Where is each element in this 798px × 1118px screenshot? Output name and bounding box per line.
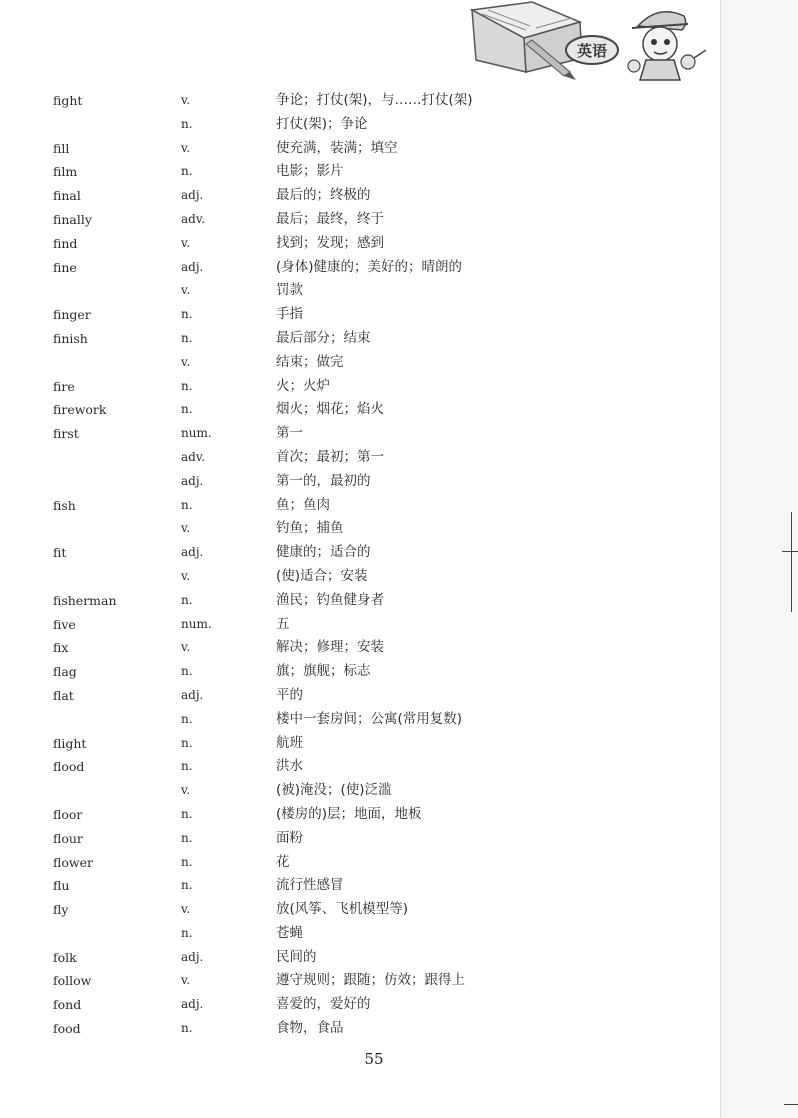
vocab-entry (0, 827, 720, 851)
entry-word: firework (53, 402, 107, 418)
entry-word: fix (53, 640, 69, 656)
entry-definition: 第一的，最初的 (276, 472, 371, 489)
book-and-cartoon-icon (462, 0, 712, 84)
entry-part-of-speech: v. (181, 235, 191, 250)
entry-word: follow (53, 973, 92, 989)
entry-definition: 最后部分；结束 (276, 329, 371, 346)
entry-part-of-speech: n. (181, 878, 193, 893)
entry-part-of-speech: v. (181, 283, 191, 298)
vocab-entry (0, 732, 720, 756)
vocab-entry (0, 351, 720, 375)
entry-definition: 打仗(架)；争论 (276, 115, 368, 132)
vocab-entry (0, 541, 720, 565)
entry-part-of-speech: n. (181, 378, 193, 393)
entry-definition: 苍蝇 (276, 924, 303, 941)
page-edge-strip (720, 0, 798, 1118)
vocab-entry (0, 684, 720, 708)
entry-part-of-speech: n. (181, 402, 193, 417)
entry-part-of-speech: adj. (181, 259, 204, 274)
entry-word: fisherman (53, 592, 117, 608)
entry-part-of-speech: adv. (181, 449, 206, 464)
entry-definition: 结束；做完 (276, 353, 344, 370)
entry-definition: 找到；发现；感到 (276, 234, 384, 251)
entry-word: flour (53, 830, 83, 846)
entry-definition: 航班 (276, 734, 303, 751)
entry-definition: (使)适合；安装 (276, 567, 368, 584)
entry-part-of-speech: n. (181, 592, 193, 607)
vocab-entry (0, 375, 720, 399)
entry-word: flight (53, 735, 87, 751)
entry-definition: 争论；打仗(架)，与……打仗(架) (276, 92, 473, 108)
vocab-entry (0, 946, 720, 970)
vocabulary-list (0, 89, 720, 1041)
entry-part-of-speech: v. (181, 568, 191, 583)
vocab-entry (0, 446, 720, 470)
entry-definition: 渔民；钓鱼健身者 (276, 591, 384, 608)
vocab-entry (0, 803, 720, 827)
entry-definition: 流行性感冒 (276, 877, 344, 894)
entry-definition: 手指 (276, 306, 303, 323)
entry-definition: 火；火炉 (276, 377, 330, 394)
entry-definition: 民间的 (276, 948, 317, 965)
entry-part-of-speech: v. (181, 973, 191, 988)
vocab-entry (0, 279, 720, 303)
entry-part-of-speech: v. (181, 640, 191, 655)
vocab-entry (0, 922, 720, 946)
entry-part-of-speech: n. (181, 497, 193, 512)
entry-word: finger (53, 307, 91, 323)
vocab-entry (0, 422, 720, 446)
entry-word: finish (53, 330, 88, 346)
entry-word: folk (53, 949, 77, 965)
entry-part-of-speech: adj. (181, 473, 204, 488)
vocab-entry (0, 874, 720, 898)
entry-definition: 电影；影片 (276, 163, 344, 180)
entry-part-of-speech: n. (181, 664, 193, 679)
vocab-entry (0, 184, 720, 208)
header-illustration (462, 0, 712, 84)
vocab-entry (0, 993, 720, 1017)
entry-part-of-speech: v. (181, 354, 191, 369)
entry-definition: 钓鱼；捕鱼 (276, 520, 344, 537)
entry-part-of-speech: adj. (181, 687, 204, 702)
vocab-entry (0, 327, 720, 351)
entry-definition: 健康的；适合的 (276, 544, 371, 561)
entry-part-of-speech: n. (181, 925, 193, 940)
entry-definition: 洪水 (276, 758, 303, 775)
entry-word: floor (53, 806, 83, 822)
vocab-entry (0, 898, 720, 922)
entry-part-of-speech: n. (181, 735, 193, 750)
entry-part-of-speech: num. (181, 426, 212, 441)
entry-word: flood (53, 759, 85, 775)
entry-word: film (53, 164, 78, 180)
vocab-entry (0, 969, 720, 993)
entry-definition: 遵守规则；跟随；仿效；跟得上 (276, 972, 465, 989)
vocab-entry (0, 755, 720, 779)
entry-part-of-speech: n. (181, 830, 193, 845)
entry-word: fire (53, 378, 75, 394)
entry-part-of-speech: v. (181, 902, 191, 917)
entry-part-of-speech: num. (181, 616, 212, 631)
entry-word: find (53, 235, 78, 251)
entry-definition: 放(风筝、飞机模型等) (276, 901, 409, 918)
entry-definition: 面粉 (276, 829, 303, 846)
entry-part-of-speech: adj. (181, 997, 204, 1012)
entry-part-of-speech: n. (181, 711, 193, 726)
entry-part-of-speech: v. (181, 521, 191, 536)
entry-definition: 使充满，装满；填空 (276, 139, 398, 156)
entry-definition: 五 (276, 615, 290, 632)
vocab-entry (0, 137, 720, 161)
entry-part-of-speech: n. (181, 307, 193, 322)
entry-part-of-speech: adj. (181, 949, 204, 964)
vocab-entry (0, 470, 720, 494)
entry-definition: 首次；最初；第一 (276, 448, 384, 465)
vocab-entry (0, 613, 720, 637)
entry-definition: 罚款 (276, 282, 303, 299)
entry-word: fly (53, 902, 69, 918)
entry-definition: 楼中一套房间；公寓(常用复数) (276, 710, 463, 727)
header-badge-text: 英语 (576, 42, 608, 60)
entry-word: fine (53, 259, 77, 275)
vocab-entry (0, 565, 720, 589)
entry-part-of-speech: n. (181, 854, 193, 869)
crop-mark-corner (784, 1104, 798, 1105)
vocab-entry (0, 660, 720, 684)
vocab-entry (0, 779, 720, 803)
entry-word: flu (53, 878, 70, 894)
entry-word: flat (53, 687, 74, 703)
entry-part-of-speech: v. (181, 93, 191, 107)
vocab-entry (0, 89, 720, 113)
vocab-entry (0, 636, 720, 660)
entry-word: fit (53, 545, 67, 561)
entry-word: food (53, 1021, 81, 1037)
vocab-entry (0, 303, 720, 327)
entry-definition: 旗；旗舰；标志 (276, 663, 371, 680)
vocab-entry (0, 494, 720, 518)
vocab-entry (0, 256, 720, 280)
entry-part-of-speech: n. (181, 1021, 193, 1036)
entry-part-of-speech: adj. (181, 545, 204, 560)
entry-word: fight (53, 93, 83, 108)
entry-definition: (楼房的)层；地面，地板 (276, 805, 422, 822)
vocab-entry (0, 113, 720, 137)
entry-part-of-speech: n. (181, 330, 193, 345)
entry-part-of-speech: n. (181, 806, 193, 821)
entry-word: final (53, 188, 81, 204)
entry-definition: (身体)健康的；美好的；晴朗的 (276, 258, 463, 275)
entry-word: five (53, 616, 76, 632)
entry-definition: 花 (276, 853, 290, 870)
entry-definition: (被)淹没；(使)泛滥 (276, 782, 392, 799)
vocab-entry (0, 589, 720, 613)
entry-word: fond (53, 997, 82, 1013)
entry-word: first (53, 426, 79, 442)
entry-word: fill (53, 140, 70, 156)
entry-definition: 鱼；鱼肉 (276, 496, 330, 513)
entry-word: flower (53, 854, 93, 870)
entry-definition: 第一 (276, 425, 303, 442)
vocab-entry (0, 398, 720, 422)
entry-part-of-speech: v. (181, 140, 191, 155)
vocab-entry (0, 851, 720, 875)
entry-definition: 喜爱的，爱好的 (276, 996, 371, 1013)
page-number: 55 (364, 1050, 384, 1068)
entry-part-of-speech: n. (181, 116, 193, 131)
entry-definition: 解决；修理；安装 (276, 639, 384, 656)
entry-part-of-speech: n. (181, 759, 193, 774)
entry-word: finally (53, 211, 92, 227)
entry-definition: 平的 (276, 686, 303, 703)
crop-mark-vertical (791, 512, 792, 612)
entry-part-of-speech: n. (181, 164, 193, 179)
vocab-entry (0, 1017, 720, 1041)
entry-word: flag (53, 664, 77, 680)
entry-word: fish (53, 497, 76, 513)
entry-part-of-speech: adj. (181, 188, 204, 203)
entry-part-of-speech: adv. (181, 211, 206, 226)
entry-part-of-speech: v. (181, 783, 191, 798)
vocab-entry (0, 208, 720, 232)
crop-mark-horizontal (782, 551, 798, 552)
vocab-entry (0, 517, 720, 541)
entry-definition: 烟火；烟花；焰火 (276, 401, 384, 418)
entry-definition: 最后的；终极的 (276, 187, 371, 204)
entry-definition: 最后；最终，终于 (276, 210, 384, 227)
vocab-entry (0, 160, 720, 184)
vocab-entry (0, 708, 720, 732)
entry-definition: 食物，食品 (276, 1020, 344, 1037)
vocab-entry (0, 232, 720, 256)
